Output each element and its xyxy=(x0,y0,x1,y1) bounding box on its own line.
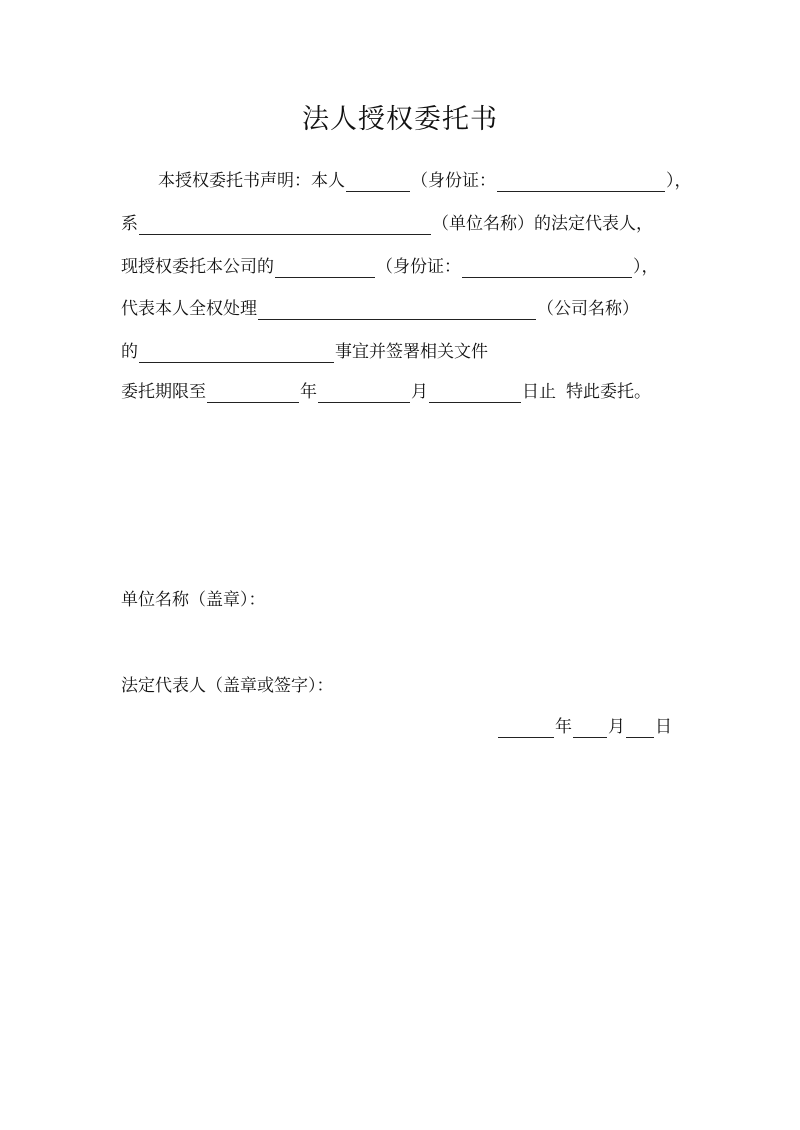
statement-line-6 xyxy=(121,381,651,403)
sign-year-blank[interactable] xyxy=(498,719,554,738)
legal-rep-label: 法定代表人（盖章或签字）： xyxy=(121,676,334,696)
unit-seal-label: 单位名称（盖章）： xyxy=(121,590,266,610)
unit-seal-line xyxy=(121,589,266,611)
line3-prefix: 现授权委托本公司的 xyxy=(121,257,274,277)
company-name-blank[interactable] xyxy=(258,301,536,320)
id-open-label: （身份证： xyxy=(411,171,496,191)
term-month-blank[interactable] xyxy=(318,384,410,403)
representative-name-blank[interactable] xyxy=(346,173,410,192)
line4-prefix: 代表本人全权处理 xyxy=(121,299,257,319)
sign-month-label: 月 xyxy=(608,717,625,737)
line4-suffix: （公司名称） xyxy=(537,299,639,319)
sign-month-blank[interactable] xyxy=(573,719,607,738)
statement-prefix: 本授权委托书声明：本人 xyxy=(158,171,345,191)
term-month-label: 月 xyxy=(411,382,428,402)
closing-text: 特此委托。 xyxy=(566,382,651,402)
line5-prefix: 的 xyxy=(121,342,138,362)
representative-id-blank[interactable] xyxy=(497,173,665,192)
term-day-label: 日止 xyxy=(522,382,556,402)
statement-line-3 xyxy=(121,256,659,278)
line2-suffix: （单位名称）的法定代表人， xyxy=(432,214,653,234)
matter-blank[interactable] xyxy=(139,344,334,363)
agent-id-close-label: ）， xyxy=(633,257,659,277)
document-title: 法人授权委托书 xyxy=(302,104,498,135)
sign-day-blank[interactable] xyxy=(626,719,654,738)
statement-line-2 xyxy=(121,213,653,235)
sign-day-label: 日 xyxy=(655,717,672,737)
statement-line-5 xyxy=(121,341,488,363)
agent-id-open-label: （身份证： xyxy=(376,257,461,277)
term-year-label: 年 xyxy=(300,382,317,402)
agent-id-blank[interactable] xyxy=(462,259,632,278)
legal-rep-line xyxy=(121,675,334,697)
signature-date-line xyxy=(497,716,672,738)
statement-line-4 xyxy=(121,298,639,320)
statement-line-1 xyxy=(158,170,692,192)
line2-prefix: 系 xyxy=(121,214,138,234)
line5-suffix: 事宜并签署相关文件 xyxy=(335,342,488,362)
term-day-blank[interactable] xyxy=(429,384,521,403)
term-prefix: 委托期限至 xyxy=(121,382,206,402)
id-close-label: ）， xyxy=(666,171,692,191)
unit-name-blank[interactable] xyxy=(139,216,431,235)
agent-name-blank[interactable] xyxy=(275,259,375,278)
sign-year-label: 年 xyxy=(555,717,572,737)
term-year-blank[interactable] xyxy=(207,384,299,403)
